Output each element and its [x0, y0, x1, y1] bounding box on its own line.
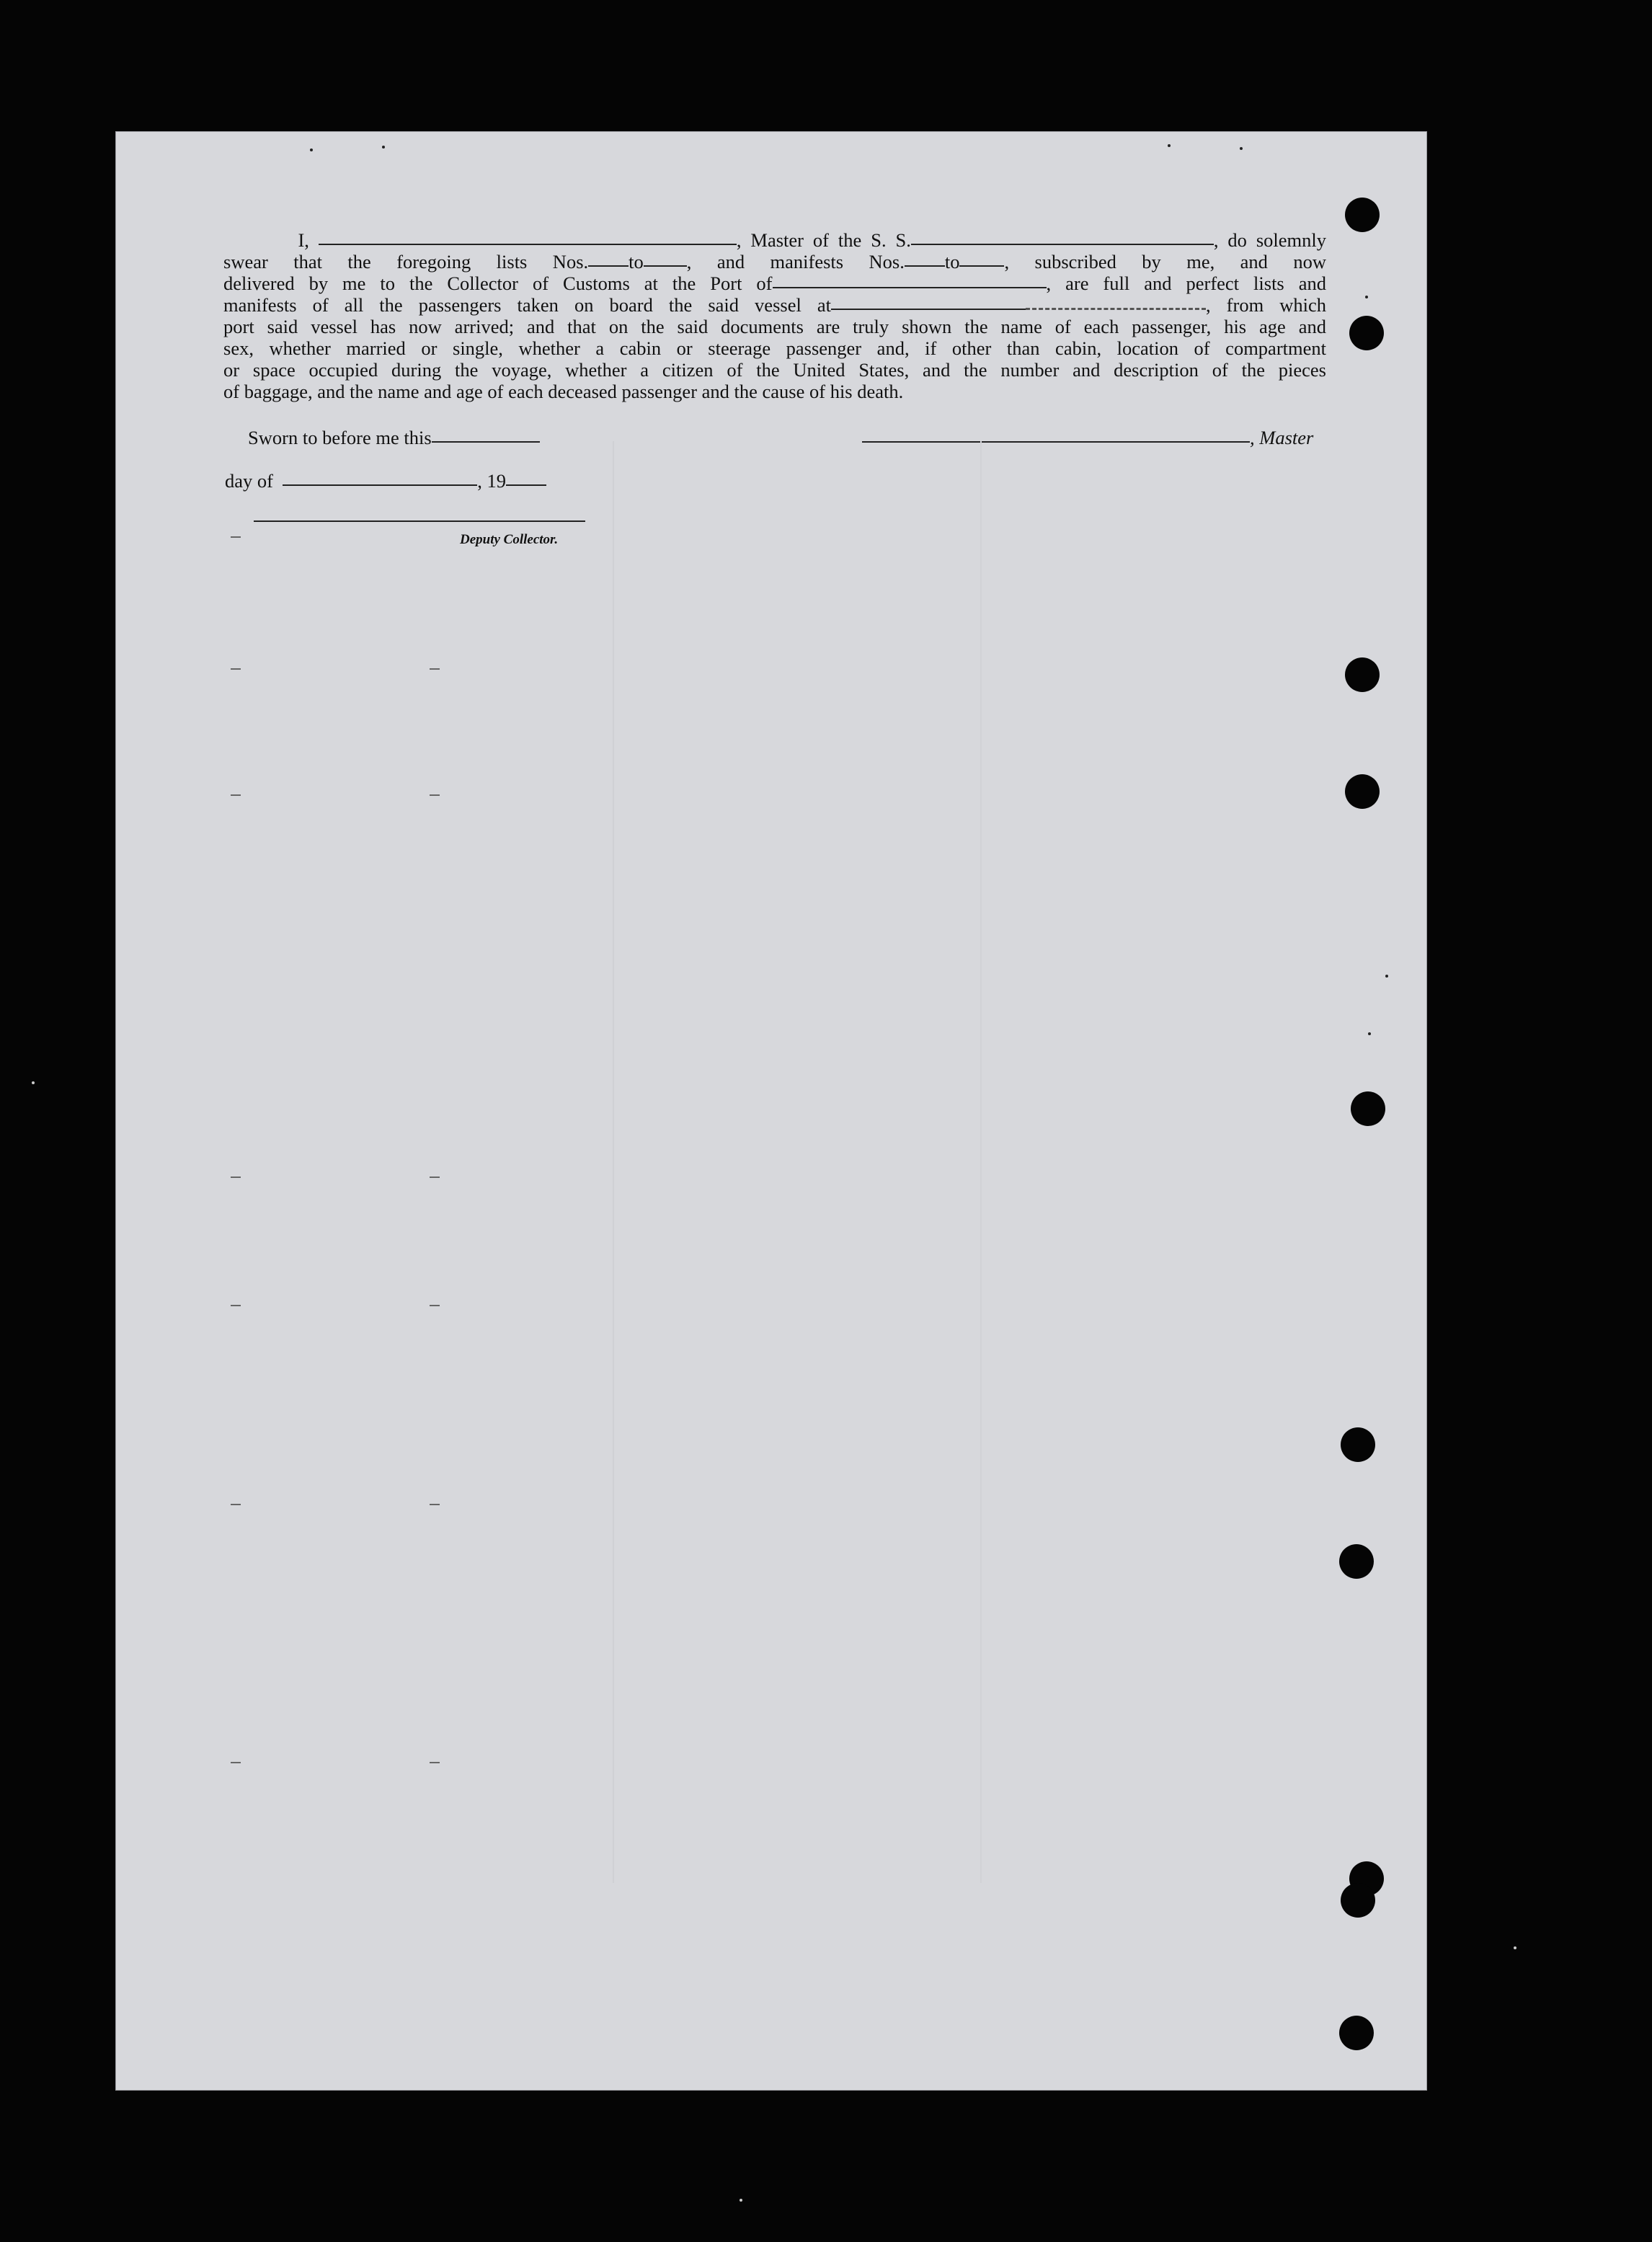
vessel-name-blank	[911, 244, 1214, 245]
oath-line-6: sex, whether married or single, whether a cabin or steerage passenger and, if other than cabin, location of compartment	[223, 337, 1326, 359]
bleed-rule	[980, 441, 982, 1883]
deputy-collector-caption	[460, 526, 558, 549]
punch-hole	[1345, 774, 1380, 809]
oath-line-4	[223, 294, 1326, 316]
punch-hole	[1341, 1427, 1375, 1462]
speck	[740, 2199, 742, 2202]
punch-hole	[1341, 1883, 1375, 1918]
taken-on-board-label: manifests of all the passengers taken on board the said vessel at	[223, 294, 831, 316]
year-prefix-label: , 19	[477, 470, 506, 492]
lists-to-blank	[644, 265, 687, 267]
oath-line-3	[223, 273, 1326, 294]
bleed-mark	[231, 1177, 241, 1178]
master-of-ss-label: , Master of the S. S.	[736, 229, 911, 251]
manifests-label: , and manifests Nos.	[686, 251, 905, 273]
document-page	[115, 131, 1427, 2091]
deputy-collector-label: Deputy Collector.	[460, 532, 559, 547]
manifests-to-blank	[959, 265, 1004, 267]
speck	[32, 1081, 35, 1084]
speck	[1365, 296, 1368, 298]
punch-hole	[1345, 198, 1380, 232]
subscribed-label: , subscribed by me, and now	[1004, 251, 1326, 273]
bleed-mark	[430, 1504, 440, 1505]
to-label: to	[629, 251, 644, 273]
bleed-mark	[430, 1762, 440, 1763]
departure-port-blank	[831, 309, 1026, 310]
bleed-mark	[430, 668, 440, 670]
punch-hole	[1349, 316, 1384, 350]
punch-hole	[1351, 1091, 1385, 1126]
manifests-from-blank	[905, 265, 945, 267]
bleed-mark	[231, 1762, 241, 1763]
speck	[1168, 144, 1171, 147]
speck	[1240, 147, 1243, 150]
to-label: to	[944, 251, 960, 273]
oath-paragraph	[223, 229, 1326, 402]
master-signature-blank	[862, 441, 1250, 443]
do-solemnly-label: , do solemnly	[1213, 229, 1327, 251]
year-blank	[506, 484, 546, 486]
day-of-label: day of	[225, 470, 273, 492]
punch-hole	[1339, 2016, 1374, 2050]
punch-hole	[1345, 657, 1380, 692]
bleed-mark	[430, 794, 440, 796]
bleed-rule	[613, 441, 614, 1883]
month-blank	[283, 484, 477, 486]
bleed-mark	[231, 1305, 241, 1306]
i-label: I,	[298, 229, 309, 251]
speck	[1368, 1032, 1371, 1035]
bleed-mark	[430, 1305, 440, 1306]
from-which-label: , from which	[1206, 294, 1326, 316]
speck	[310, 149, 313, 151]
oath-line-8: of baggage, and the name and age of each deceased passenger and the cause of his death.	[223, 381, 904, 402]
bleed-mark	[231, 794, 241, 796]
oath-line-2	[223, 251, 1326, 273]
oath-line-1	[223, 229, 1326, 251]
sworn-label: Sworn to before me this	[248, 427, 432, 448]
lists-label: swear that the foregoing lists Nos.	[223, 251, 589, 273]
port-label: delivered by me to the Collector of Customs at the Port of	[223, 273, 773, 294]
deputy-collector-signature-line	[254, 520, 585, 522]
speck	[1514, 1946, 1516, 1949]
port-blank	[773, 287, 1047, 288]
are-full-label: , are full and perfect lists and	[1046, 273, 1326, 294]
speck	[1385, 975, 1388, 978]
bleed-mark	[231, 1504, 241, 1505]
master-signature-line	[862, 427, 1313, 449]
master-name-blank	[319, 244, 737, 245]
oath-line-7: or space occupied during the voyage, whether a citizen of the United States, and the number and description of the pieces	[223, 359, 1326, 381]
bleed-mark	[231, 536, 241, 538]
speck	[382, 146, 385, 149]
date-line	[225, 470, 546, 492]
oath-line-5: port said vessel has now arrived; and that on the said documents are truly shown the name of each passenger, his age and	[223, 316, 1326, 337]
punch-hole	[1339, 1544, 1374, 1579]
departure-port-dashed	[1026, 308, 1206, 310]
sworn-day-blank	[432, 441, 540, 443]
bleed-mark	[430, 1177, 440, 1178]
lists-from-blank	[588, 265, 629, 267]
bleed-mark	[231, 668, 241, 670]
sworn-line	[248, 427, 540, 449]
master-label: , Master	[1250, 427, 1314, 448]
